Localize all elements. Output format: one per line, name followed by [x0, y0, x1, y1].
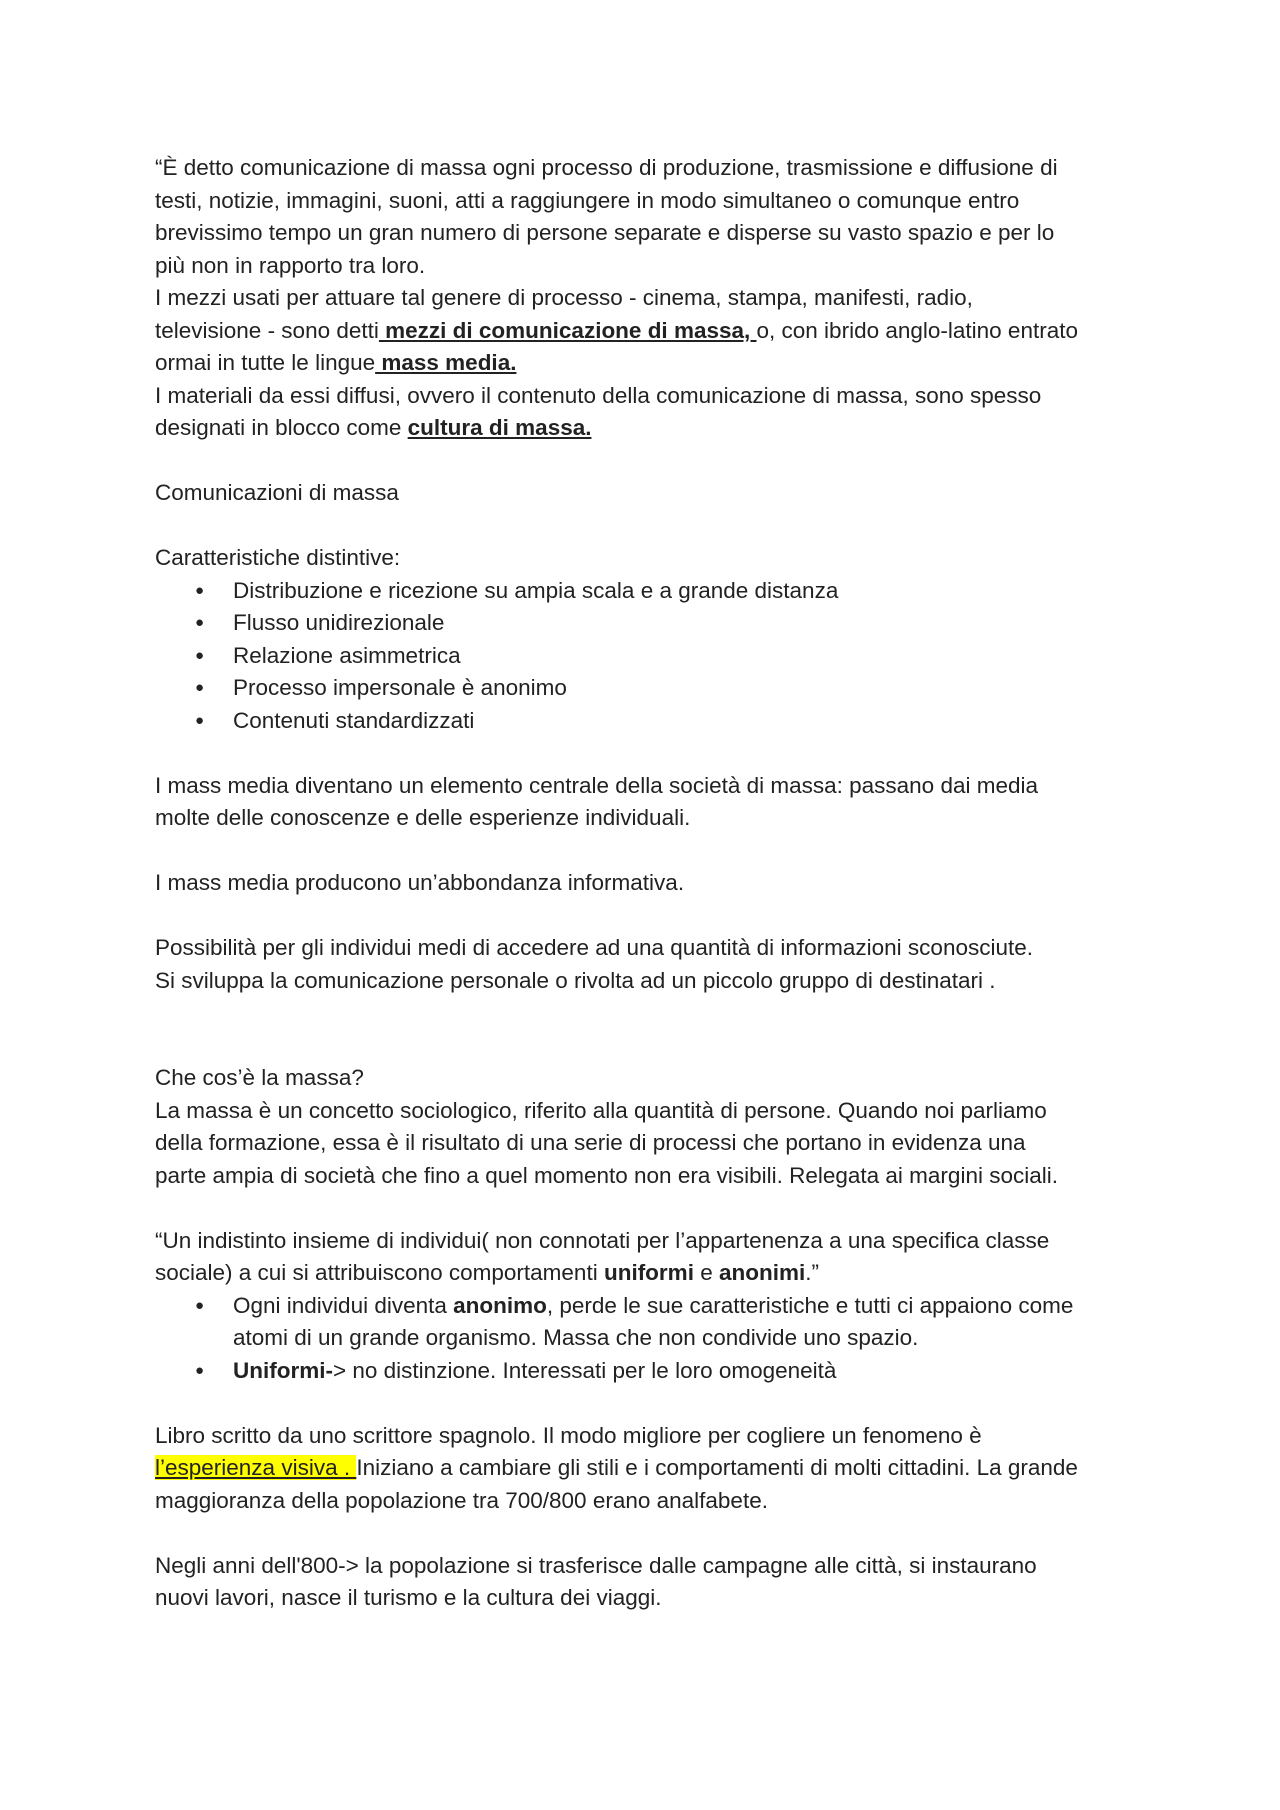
list-item-text: Relazione asimmetrica	[233, 642, 461, 668]
blank-line	[155, 445, 1155, 478]
text-line: Si sviluppa la comunicazione personale o rivolta ad un piccolo gruppo di destinatari .	[155, 967, 996, 993]
text-line: brevissimo tempo un gran numero di persone separate e disperse su vasto spazio e per lo	[155, 220, 1055, 245]
list-item-text	[233, 1290, 1155, 1323]
blank-line	[155, 510, 1155, 543]
blank-line	[155, 737, 1155, 770]
text-line: più non in rapporto tra loro.	[155, 252, 426, 278]
text-run: designati in blocco come	[155, 415, 408, 440]
term-anonimi: anonimi	[718, 1260, 806, 1285]
list-item	[155, 575, 1155, 608]
text-line	[155, 412, 1155, 445]
list-item-text: atomi di un grande organismo. Massa che non condivide uno spazio.	[233, 1325, 919, 1350]
term-mezzi-comunicazione: mezzi di comunicazione di massa,	[378, 317, 757, 343]
document-page	[155, 152, 1155, 1615]
text-line: della formazione, essa è il risultato di una serie di processi che portano in evidenza una	[155, 1130, 1026, 1155]
paragraph-anni-800	[155, 1550, 1155, 1615]
list-item	[155, 672, 1155, 705]
bullet-icon: ●	[195, 711, 205, 729]
text-run: e	[693, 1260, 719, 1285]
list-item	[155, 1290, 1155, 1355]
text-line: testi, notizie, immagini, suoni, atti a raggiungere in modo simultaneo o comunque entro	[155, 187, 1020, 213]
list-item-text: Processo impersonale è anonimo	[233, 675, 567, 700]
paragraph-definition	[155, 152, 1155, 445]
bullet-icon: ●	[195, 679, 205, 696]
text-line: I mezzi usati per attuare tal genere di processo - cinema, stampa, manifesti, radio,	[155, 285, 973, 310]
paragraph-libro-spagnolo	[155, 1420, 1155, 1518]
heading-comunicazioni	[155, 477, 1155, 510]
text-line	[155, 1452, 1155, 1485]
bullet-icon: ●	[195, 646, 205, 664]
list-item-text: Distribuzione e ricezione su ampia scala e a grande distanza	[233, 577, 839, 603]
blank-line	[155, 1517, 1155, 1550]
term-cultura-di-massa: cultura di massa.	[407, 415, 592, 440]
term-uniformi-arrow: Uniformi-	[233, 1357, 333, 1383]
text-line	[155, 347, 1155, 380]
text-run: televisione - sono detti	[155, 317, 379, 343]
list-title: Caratteristiche distintive:	[155, 545, 401, 570]
text-run: o, con ibrido anglo-latino entrato	[756, 317, 1078, 343]
highlighted-esperienza-visiva: l’esperienza visiva .	[155, 1455, 357, 1480]
blank-line	[155, 900, 1155, 933]
text-line	[155, 1257, 1155, 1290]
text-line: Libro scritto da uno scrittore spagnolo. Il modo migliore per cogliere un fenomeno è	[155, 1422, 982, 1448]
bullet-icon: ●	[195, 1296, 205, 1314]
term-uniformi: uniformi	[603, 1260, 694, 1285]
text-line: Possibilità per gli individui medi di accedere ad una quantità di informazioni sconosciute.	[155, 935, 1033, 960]
text-line: maggioranza della popolazione tra 700/800 erano analfabete.	[155, 1487, 768, 1513]
list-item	[155, 1355, 1155, 1388]
bullet-icon: ●	[195, 1361, 205, 1379]
question-heading: Che cos’è la massa?	[155, 1065, 364, 1090]
text-line: parte ampia di società che fino a quel momento non era visibili. Relegata ai margini sociali.	[155, 1162, 1058, 1188]
blank-line	[155, 1387, 1155, 1420]
text-line: I materiali da essi diffusi, ovvero il contenuto della comunicazione di massa, sono spesso	[155, 382, 1042, 408]
blank-line	[155, 1192, 1155, 1225]
section-heading: Comunicazioni di massa	[155, 480, 399, 505]
term-anonimo: anonimo	[453, 1292, 547, 1318]
text-run: ormai in tutte le lingue	[155, 350, 376, 375]
text-line: “Un indistinto insieme di individui( non connotati per l’appartenenza a una specifica classe	[155, 1227, 1050, 1253]
bullet-icon: ●	[195, 581, 205, 599]
text-line: nuovi lavori, nasce il turismo e la cultura dei viaggi.	[155, 1585, 662, 1610]
list-item-text: Contenuti standardizzati	[233, 707, 475, 733]
text-line: “È detto comunicazione di massa ogni processo di produzione, trasmissione e diffusione di	[155, 155, 1058, 180]
list-item-text: Flusso unidirezionale	[233, 610, 445, 635]
text-line: I mass media producono un’abbondanza informativa.	[155, 870, 685, 895]
list-item-text: > no distinzione. Interessati per le loro omogeneità	[333, 1357, 837, 1383]
list-item	[155, 640, 1155, 673]
text-line: La massa è un concetto sociologico, riferito alla quantità di persone. Quando noi parliamo	[155, 1097, 1047, 1123]
text-line	[155, 315, 1155, 348]
text-line: I mass media diventano un elemento centrale della società di massa: passano dai media	[155, 772, 1039, 798]
bullet-list	[155, 1290, 1155, 1388]
paragraph-possibilita	[155, 932, 1155, 997]
paragraph-che-cos-e-la-massa	[155, 1062, 1155, 1192]
text-run: , perde le sue caratteristiche e tutti ci appaiono come	[546, 1292, 1074, 1318]
bullet-icon: ●	[195, 614, 205, 631]
list-item	[155, 705, 1155, 738]
text-run: Iniziano a cambiare gli stili e i comportamenti di molti cittadini. La grande	[356, 1455, 1078, 1480]
paragraph-mass-media-centrale	[155, 770, 1155, 835]
bullet-list	[155, 575, 1155, 738]
blank-line	[155, 835, 1155, 868]
list-item	[155, 607, 1155, 640]
caratteristiche-section	[155, 542, 1155, 737]
text-run: .”	[805, 1260, 819, 1285]
blank-line	[155, 1030, 1155, 1063]
text-line: Negli anni dell'800-> la popolazione si trasferisce dalle campagne alle città, si instaurano	[155, 1552, 1037, 1578]
blank-line	[155, 997, 1155, 1030]
paragraph-indistinto-insieme	[155, 1225, 1155, 1388]
paragraph-abbondanza	[155, 867, 1155, 900]
text-run: sociale) a cui si attribuiscono comportamenti	[155, 1260, 604, 1285]
text-run: Ogni individui diventa	[233, 1292, 454, 1318]
text-line: molte delle conoscenze e delle esperienze individuali.	[155, 805, 691, 830]
term-mass-media: mass media.	[375, 350, 517, 375]
